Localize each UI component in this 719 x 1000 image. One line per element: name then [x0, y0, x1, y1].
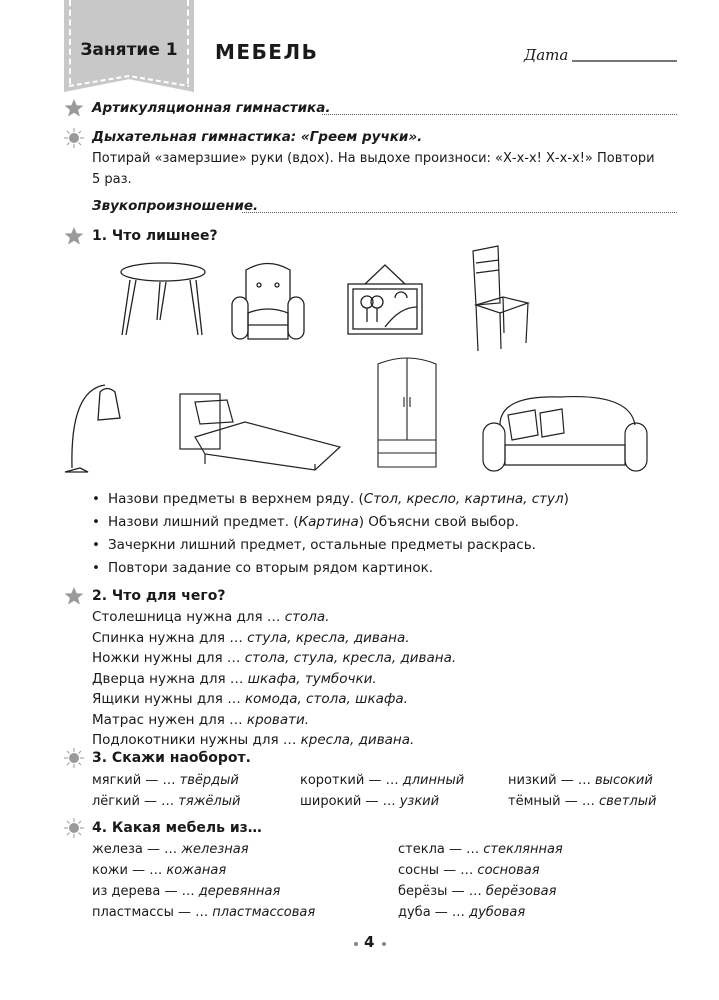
sofa-picture[interactable] [480, 385, 650, 475]
articulation-heading: Артикуляционная гимнастика. [92, 100, 331, 116]
material-list-right [398, 839, 563, 923]
qa-line: Дверца нужна для … шкафа, тумбочки. [92, 670, 377, 687]
picture-frame-picture[interactable] [345, 262, 425, 337]
antonym-pair: мягкий — … твёрдый [92, 773, 239, 788]
breathing-line-2: 5 раз. [92, 172, 132, 187]
qa-line: Матрас нужен для … кровати. [92, 711, 310, 728]
antonym-pair: низкий — … высокий [508, 773, 653, 788]
articulation-line[interactable] [322, 114, 677, 115]
page-number: 4 [364, 933, 375, 951]
sun-icon [64, 128, 84, 148]
chair-picture[interactable] [468, 243, 543, 353]
star-icon [64, 586, 84, 606]
page-dot-right [382, 942, 386, 946]
task4-title: 4. Какая мебель из… [92, 820, 262, 836]
star-icon [64, 226, 84, 246]
material-item: кожи — … кожаная [92, 863, 227, 878]
qa-line: Спинка нужна для … стула, кресла, дивана. [92, 629, 410, 646]
material-item: пластмассы — … пластмассовая [92, 905, 316, 920]
material-item: сосны — … сосновая [398, 863, 540, 878]
material-item: из дерева — … деревянная [92, 884, 281, 899]
bullet-item: • Зачеркни лишний предмет, остальные предметы раскрась. [92, 534, 569, 557]
antonym-pair: лёгкий — … тяжёлый [92, 794, 241, 809]
date-field[interactable] [572, 60, 677, 62]
pronunciation-heading: Звукопроизношение. [92, 198, 259, 214]
qa-line: Подлокотники нужны для … кресла, дивана. [92, 732, 415, 748]
sun-icon [64, 748, 84, 768]
material-item: берёзы — … берёзовая [398, 884, 557, 899]
armchair-picture[interactable] [228, 255, 308, 345]
wardrobe-picture[interactable] [372, 352, 442, 477]
bed-picture[interactable] [175, 392, 340, 472]
breathing-line-1: Потирай «замерзшие» руки (вдох). На выдохе произноси: «Х-х-х! Х-х-х!» Повтори [92, 151, 655, 166]
material-item: стекла — … стеклянная [398, 842, 563, 857]
floor-lamp-picture[interactable] [60, 380, 130, 475]
pronunciation-line[interactable] [242, 212, 677, 213]
material-list-left [92, 839, 315, 923]
material-item: железа — … железная [92, 842, 249, 857]
material-item: дуба — … дубовая [398, 905, 526, 920]
table-picture[interactable] [110, 260, 220, 340]
antonym-pair: короткий — … длинный [300, 773, 465, 788]
antonym-pair: тёмный — … светлый [508, 794, 657, 809]
bullet-item: • Повтори задание со вторым рядом картинок. [92, 557, 569, 580]
bullet-item: • Назови предметы в верхнем ряду. (Стол, кресло, картина, стул) [92, 488, 569, 511]
task2-title: 2. Что для чего? [92, 588, 226, 604]
star-icon [64, 98, 84, 118]
lesson-label: Занятие 1 [80, 40, 178, 60]
page-title: МЕБЕЛЬ [215, 40, 319, 64]
ribbon-stitch-bottom [69, 70, 189, 90]
date-label: Дата [524, 46, 569, 64]
breathing-instructions [92, 148, 682, 190]
bullet-item: • Назови лишний предмет. (Картина) Объясни свой выбор. [92, 511, 569, 534]
breathing-heading: Дыхательная гимнастика: «Греем ручки». [92, 129, 423, 145]
task3-title: 3. Скажи наоборот. [92, 750, 251, 766]
qa-line: Ящики нужны для … комода, стола, шкафа. [92, 691, 408, 707]
qa-line: Ножки нужны для … стола, стула, кресла, дивана. [92, 650, 457, 666]
sun-icon [64, 818, 84, 838]
page-dot-left [354, 942, 358, 946]
task1-title: 1. Что лишнее? [92, 228, 218, 244]
qa-line: Столешница нужна для … стола. [92, 609, 330, 625]
task2-lines [92, 607, 456, 751]
task1-instructions [92, 488, 569, 580]
antonym-pair: широкий — … узкий [300, 794, 440, 809]
